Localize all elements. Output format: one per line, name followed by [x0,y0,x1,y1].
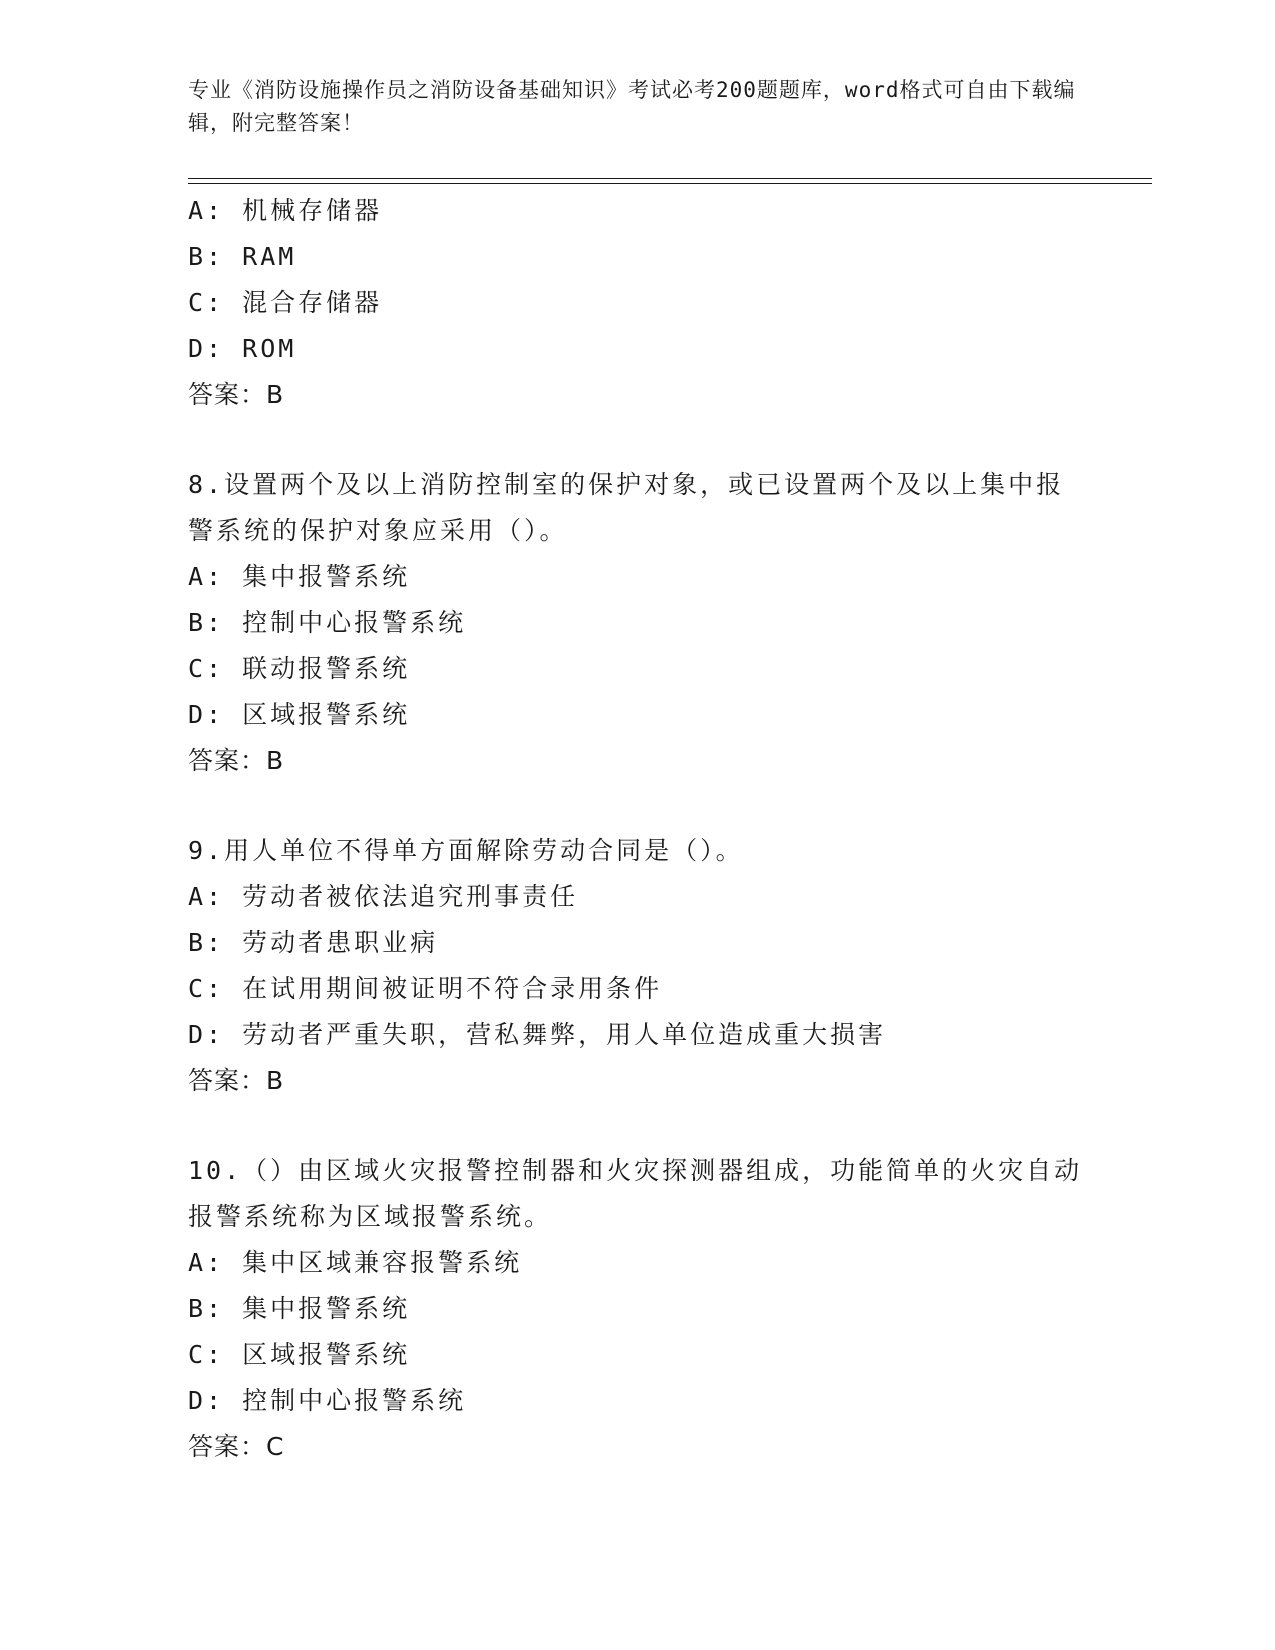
question-title: 8.设置两个及以上消防控制室的保护对象，或已设置两个及以上集中报警系统的保护对象应采用（）。 [188,470,1065,545]
option-c: C: 在试用期间被证明不符合录用条件 [188,974,663,1003]
answer: 答案：C [188,1432,285,1461]
document-header: 专业《消防设施操作员之消防设备基础知识》考试必考200题题库，word格式可自由下载编辑，附完整答案！ [188,78,1076,135]
option-d: D: 劳动者严重失职，营私舞弊，用人单位造成重大损害 [188,1020,887,1049]
question-8 [188,462,1138,784]
header-divider-top [188,178,1152,179]
answer: 答案：B [188,380,285,409]
answer: 答案：B [188,746,285,775]
question-10 [188,1148,1138,1470]
option-a: A: 机械存储器 [188,196,383,225]
question-list [188,188,1138,1470]
option-c: C: 区域报警系统 [188,1340,411,1369]
question-title: 10.（）由区域火灾报警控制器和火灾探测器组成，功能简单的火灾自动报警系统称为区域报警系统。 [188,1156,1083,1231]
option-d: D: 控制中心报警系统 [188,1386,467,1415]
option-a: A: 集中报警系统 [188,562,411,591]
option-c: C: 混合存储器 [188,288,383,317]
option-a: A: 集中区域兼容报警系统 [188,1248,523,1277]
option-c: C: 联动报警系统 [188,654,411,683]
option-d: D: 区域报警系统 [188,700,411,729]
option-a: A: 劳动者被依法追究刑事责任 [188,882,579,911]
question-9 [188,828,1138,1104]
question-title: 9.用人单位不得单方面解除劳动合同是（）。 [188,836,744,865]
question-7 [188,188,1138,418]
answer: 答案：B [188,1066,285,1095]
option-b: B: 控制中心报警系统 [188,608,467,637]
option-b: B: RAM [188,242,297,271]
option-d: D: ROM [188,334,297,363]
option-b: B: 劳动者患职业病 [188,928,439,957]
option-b: B: 集中报警系统 [188,1294,411,1323]
header-divider-bottom [188,183,1152,184]
